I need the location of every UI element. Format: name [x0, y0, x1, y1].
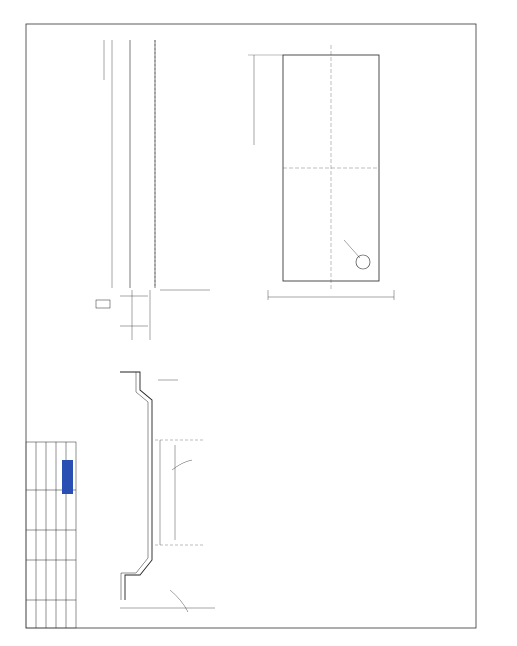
title-block	[26, 442, 76, 628]
side-view	[96, 40, 210, 340]
detail-view	[120, 372, 215, 612]
top-view	[248, 45, 394, 300]
sheet-border	[26, 24, 476, 628]
